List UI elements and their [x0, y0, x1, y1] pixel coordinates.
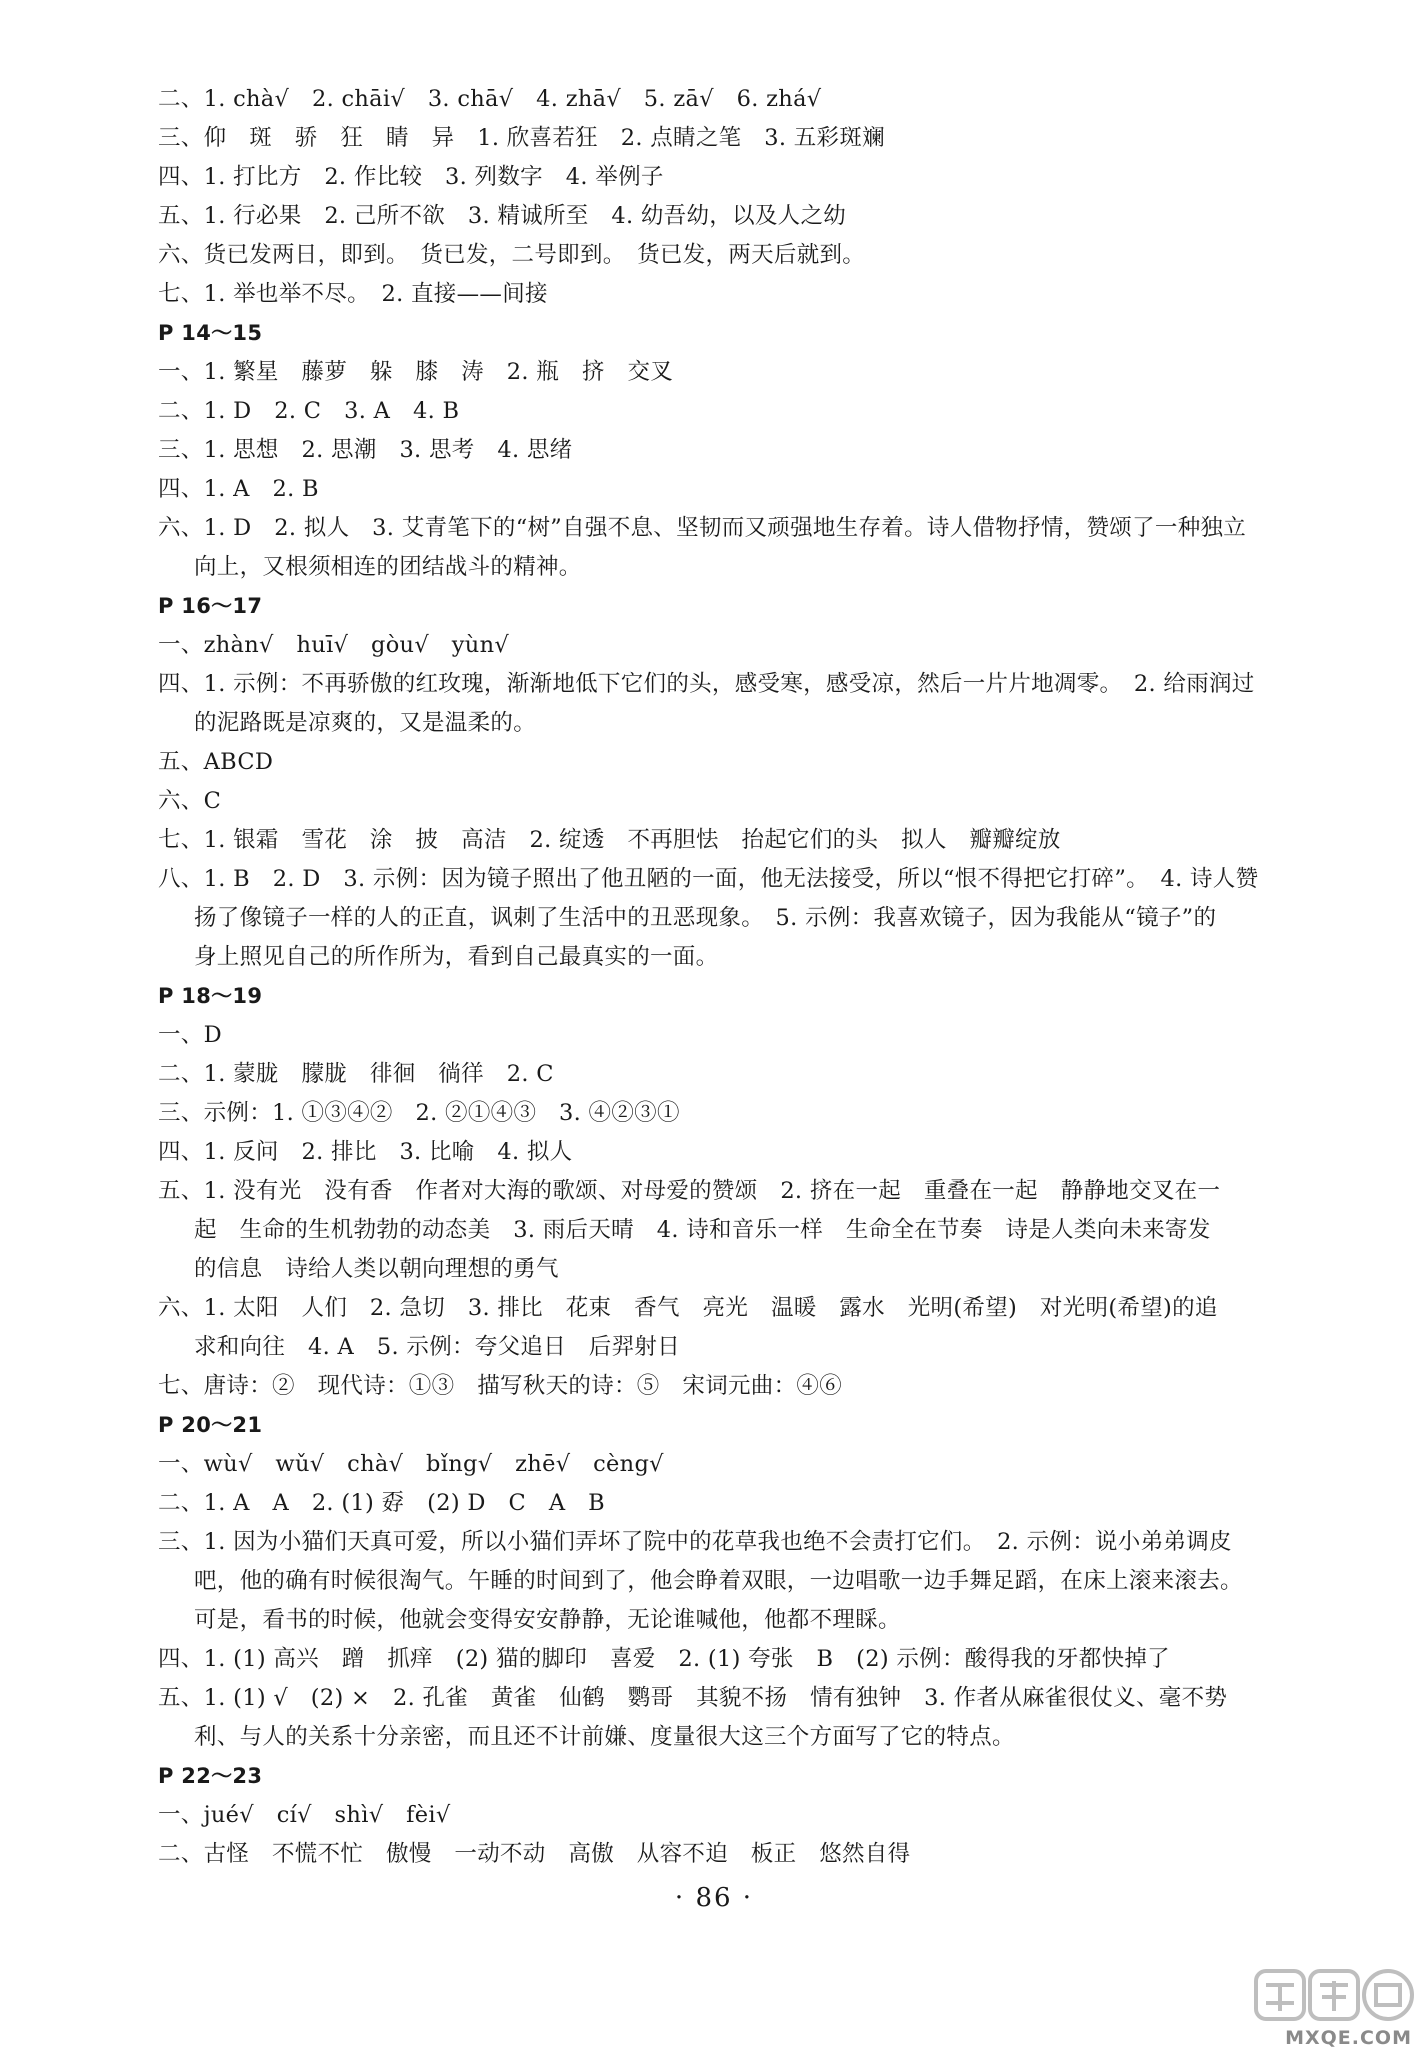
answer-line: 五、ABCD	[158, 749, 274, 775]
answer-line: 可是，看书的时候，他就会变得安安静静，无论谁喊他，他都不理睬。	[194, 1607, 901, 1633]
answer-line: 二、古怪 不慌不忙 傲慢 一动不动 高傲 从容不迫 板正 悠然自得	[158, 1841, 911, 1867]
page-range-heading: P 18～19	[158, 984, 263, 1008]
answer-lines	[158, 80, 1308, 1874]
answer-line: 五、1. (1) √ (2) × 2. 孔雀 黄雀 仙鹤 鹦哥 其貌不扬 情有独钟 3. 作者从麻雀很仗义、毫不势	[158, 1685, 1228, 1711]
answer-line: 四、1. 反问 2. 排比 3. 比喻 4. 拟人	[158, 1139, 573, 1165]
page-range-heading: P 14～15	[158, 321, 263, 345]
answer-line: 利、与人的关系十分亲密，而且还不计前嫌、度量很大这三个方面写了它的特点。	[194, 1724, 1015, 1750]
answer-line: 二、1. chà√ 2. chāi√ 3. chā√ 4. zhā√ 5. zā√ 6. zhá√	[158, 86, 822, 112]
answer-line: 六、1. 太阳 人们 2. 急切 3. 排比 花束 香气 亮光 温暖 露水 光明(希望) 对光明(希望)的追	[158, 1295, 1218, 1321]
answer-line: 三、仰 斑 骄 狂 睛 异 1. 欣喜若狂 2. 点睛之笔 3. 五彩斑斓	[158, 125, 885, 151]
answer-line: 一、jué√ cí√ shì√ fèi√	[158, 1802, 451, 1828]
answer-line: 四、1. 打比方 2. 作比较 3. 列数字 4. 举例子	[158, 164, 664, 190]
answer-line: 六、1. D 2. 拟人 3. 艾青笔下的“树”自强不息、坚韧而又顽强地生存着。诗人借物抒情，赞颂了一种独立	[158, 515, 1247, 541]
answer-line: 五、1. 没有光 没有香 作者对大海的歌颂、对母爱的赞颂 2. 挤在一起 重叠在一起 静静地交叉在一	[158, 1178, 1221, 1204]
answer-line: 三、示例：1. ①③④② 2. ②①④③ 3. ④②③①	[158, 1100, 680, 1126]
page-range-heading: P 22～23	[158, 1764, 263, 1788]
watermark-url: MXQE.COM	[1285, 2027, 1412, 2049]
answer-line: 的信息 诗给人类以朝向理想的勇气	[194, 1256, 559, 1282]
answer-line: 六、货已发两日，即到。 货已发，二号即到。 货已发，两天后就到。	[158, 242, 866, 268]
answer-line: 二、1. D 2. C 3. A 4. B	[158, 398, 460, 424]
answer-line: 二、1. 蒙胧 朦胧 徘徊 徜徉 2. C	[158, 1061, 554, 1087]
answer-line: 向上，又根须相连的团结战斗的精神。	[194, 554, 582, 580]
page-range-heading: P 20～21	[158, 1413, 263, 1437]
answer-line: 身上照见自己的所作所为，看到自己最真实的一面。	[194, 944, 719, 970]
answer-line: 一、D	[158, 1022, 222, 1048]
answer-line: 扬了像镜子一样的人的正直，讽刺了生活中的丑恶现象。 5. 示例：我喜欢镜子，因为我能从“镜子”的	[194, 905, 1217, 931]
answer-line: 七、1. 银霜 雪花 涂 披 高洁 2. 绽透 不再胆怯 抬起它们的头 拟人 瓣瓣绽放	[158, 827, 1061, 853]
answer-line: 三、1. 因为小猫们天真可爱，所以小猫们弄坏了院中的花草我也绝不会责打它们。 2. 示例：说小弟弟调皮	[158, 1529, 1232, 1555]
answer-line: 一、1. 繁星 藤萝 躲 膝 涛 2. 瓶 挤 交叉	[158, 359, 674, 385]
answer-line: 五、1. 行必果 2. 己所不欲 3. 精诚所至 4. 幼吾幼，以及人之幼	[158, 203, 847, 229]
answer-line: 四、1. 示例：不再骄傲的红玫瑰，渐渐地低下它们的头，感受寒，感受凉，然后一片片地凋零。 2. 给雨润过	[158, 671, 1255, 697]
answer-line: 四、1. A 2. B	[158, 476, 319, 502]
answer-line: 的泥路既是凉爽的，又是温柔的。	[194, 710, 537, 736]
answer-line: 求和向往 4. A 5. 示例：夸父追日 后羿射日	[194, 1334, 680, 1360]
page-number: · 86 ·	[674, 1883, 754, 1913]
answer-line: 六、C	[158, 788, 222, 814]
answer-line: 二、1. A A 2. (1) 孬 (2) D C A B	[158, 1490, 606, 1516]
answer-line: 七、唐诗：② 现代诗：①③ 描写秋天的诗：⑤ 宋词元曲：④⑥	[158, 1373, 843, 1399]
answer-line: 三、1. 思想 2. 思潮 3. 思考 4. 思绪	[158, 437, 573, 463]
answer-line: 四、1. (1) 高兴 蹭 抓痒 (2) 猫的脚印 喜爱 2. (1) 夸张 B (2) 示例：酸得我的牙都快掉了	[158, 1646, 1170, 1672]
page-range-heading: P 16～17	[158, 594, 263, 618]
answer-line: 八、1. B 2. D 3. 示例：因为镜子照出了他丑陋的一面，他无法接受，所以“恨不得把它打碎”。 4. 诗人赞	[158, 866, 1259, 892]
answer-line: 吧，他的确有时候很淘气。午睡的时间到了，他会睁着双眼，一边唱歌一边手舞足蹈，在床上滚来滚去。	[194, 1568, 1243, 1594]
answer-line: 一、wù√ wǔ√ chà√ bǐng√ zhē√ cèng√	[158, 1451, 664, 1477]
answer-line: 起 生命的生机勃勃的动态美 3. 雨后天晴 4. 诗和音乐一样 生命全在节奏 诗是人类向未来寄发	[194, 1217, 1211, 1243]
answer-line: 一、zhàn√ huī√ gòu√ yùn√	[158, 632, 510, 658]
answer-line: 七、1. 举也举不尽。 2. 直接——间接	[158, 281, 548, 307]
